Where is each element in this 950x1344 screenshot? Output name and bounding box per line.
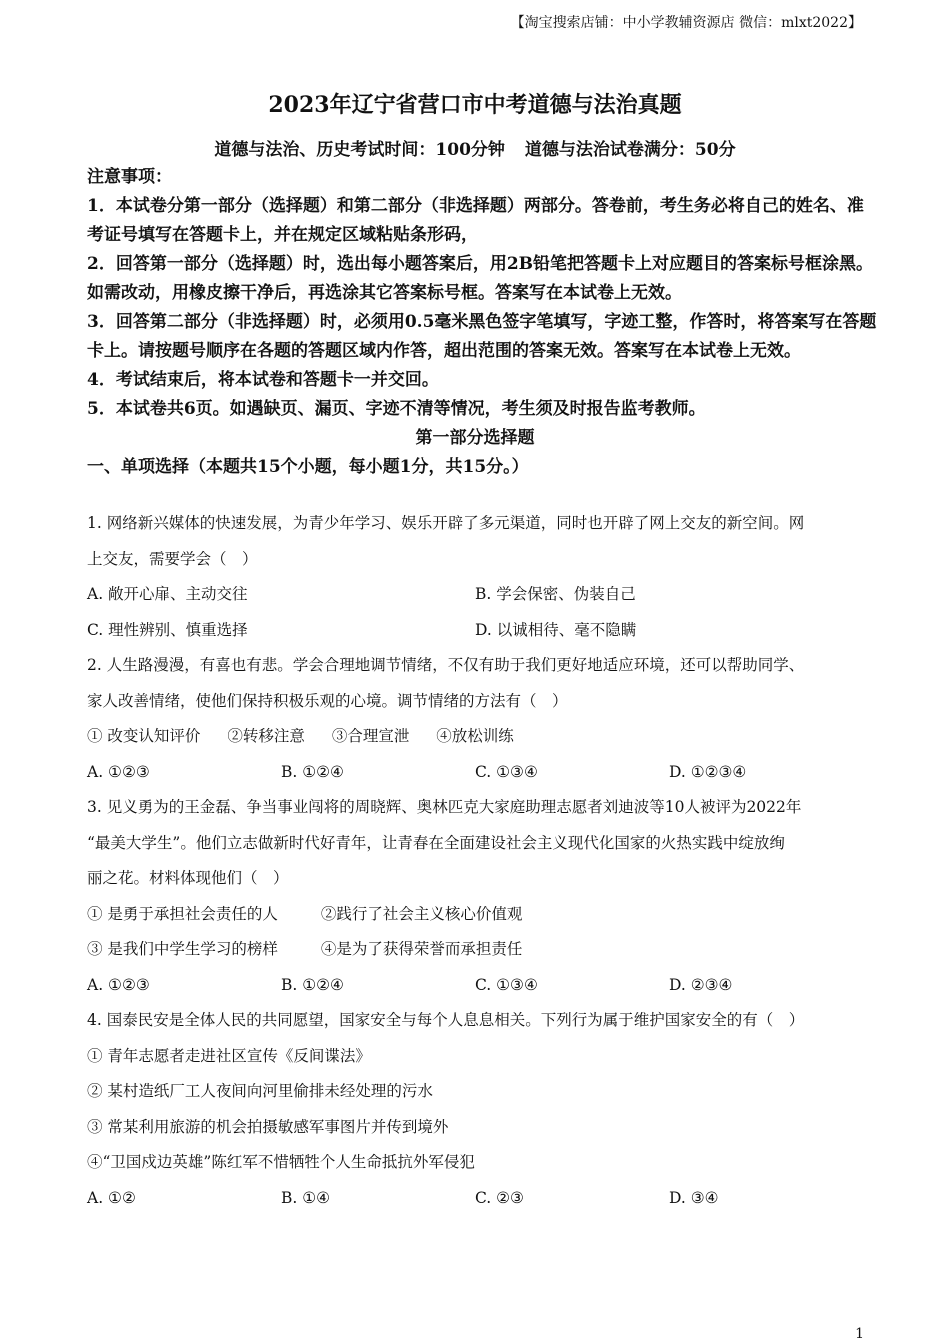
part-title: 第一部分选择题 bbox=[415, 428, 535, 448]
q4-option-a: A. ①② bbox=[87, 1188, 136, 1207]
q1-options-row bbox=[87, 615, 877, 651]
exam-info bbox=[0, 135, 950, 160]
page-title: 2023年辽宁省营口市中考道德与法治真题 bbox=[268, 92, 682, 118]
q3-item: ②践行了社会主义核心价值观 bbox=[320, 904, 523, 923]
q3-options-row bbox=[87, 970, 877, 1006]
q1-options-row bbox=[87, 579, 877, 615]
note-item: 3．回答第二部分（非选择题）时，必须用0.5毫米黑色签字笔填写，字迹工整，作答时，将答案写在答题卡上。请按题号顺序在各题的答题区域内作答，超出范围的答案无效。答案写在本试卷上无效。 bbox=[87, 312, 877, 361]
q4-option-c: C. ②③ bbox=[475, 1188, 524, 1207]
q3-option-a: A. ①②③ bbox=[87, 975, 150, 994]
exam-score: 道德与法治试卷满分：50分 bbox=[524, 140, 736, 160]
q3-item: ④是为了获得荣誉而承担责任 bbox=[320, 940, 523, 958]
q3-option-d: D. ②③④ bbox=[669, 975, 733, 994]
q4-stem: 4. 国泰民安是全体人民的共同愿望，国家安全与每个人息息相关。下列行为属于维护国家安全的有（ ） bbox=[87, 1011, 805, 1029]
q3-items-row bbox=[87, 899, 877, 935]
q2-option-c: C. ①③④ bbox=[475, 762, 538, 781]
q1-option-b: B. 学会保密、伪装自己 bbox=[475, 585, 636, 603]
notes-section bbox=[87, 163, 877, 482]
q3-item: ③ 是我们中学生学习的榜样 bbox=[87, 940, 278, 958]
q2-option-a: A. ①②③ bbox=[87, 762, 150, 781]
q4-option-d: D. ③④ bbox=[669, 1188, 719, 1207]
q4-item: ① 青年志愿者走进社区宣传《反间谍法》 bbox=[87, 1046, 371, 1065]
q1-stem-line: 上交友，需要学会（ ） bbox=[87, 549, 258, 568]
q4-option-b: B. ①④ bbox=[281, 1188, 331, 1207]
q2-option-b: B. ①②④ bbox=[281, 762, 344, 781]
q2-options-row bbox=[87, 757, 877, 793]
q3-items-row bbox=[87, 934, 877, 970]
page-number: 1 bbox=[855, 1326, 864, 1342]
q2-item: ③合理宣泄 bbox=[331, 727, 410, 745]
q4-item: ④“卫国戍边英雄”陈红军不惜牺牲个人生命抵抗外军侵犯 bbox=[87, 1153, 475, 1171]
q2-items bbox=[87, 721, 877, 757]
q1-option-d: D. 以诚相待、毫不隐瞒 bbox=[475, 620, 637, 639]
q1-option-c: C. 理性辨别、慎重选择 bbox=[87, 620, 248, 639]
q4-item: ② 某村造纸厂工人夜间向河里偷排未经处理的污水 bbox=[87, 1082, 433, 1100]
q3-stem-line: 丽之花。材料体现他们（ ） bbox=[87, 869, 289, 887]
questions bbox=[87, 508, 877, 1218]
q2-option-d: D. ①②③④ bbox=[669, 762, 747, 781]
note-item: 2．回答第一部分（选择题）时，选出每小题答案后，用2B铅笔把答题卡上对应题目的答案标号框涂黑。如需改动，用橡皮擦干净后，再选涂其它答案标号框。答案写在本试卷上无效。 bbox=[87, 254, 874, 303]
exam-time: 道德与法治、历史考试时间：100分钟 bbox=[214, 140, 505, 160]
q2-item: ②转移注意 bbox=[227, 727, 305, 745]
header-note: 【淘宝搜索店铺：中小学教辅资源店 微信：mlxt2022】 bbox=[510, 15, 862, 31]
q1-stem-line: 1. 网络新兴媒体的快速发展，为青少年学习、娱乐开辟了多元渠道，同时也开辟了网上交友的新空间。网 bbox=[87, 514, 805, 532]
q2-item: ④放松训练 bbox=[436, 727, 514, 745]
q2-stem-line: 家人改善情绪，使他们保持积极乐观的心境。调节情绪的方法有（ ） bbox=[87, 691, 568, 710]
q4-item: ③ 常某利用旅游的机会拍摄敏感军事图片并传到境外 bbox=[87, 1117, 449, 1136]
section-title: 一、单项选择（本题共15个小题，每小题1分，共15分。） bbox=[87, 457, 529, 477]
q1-option-a: A. 敞开心扉、主动交往 bbox=[87, 585, 248, 603]
q2-item: ① 改变认知评价 bbox=[87, 727, 201, 745]
note-item: 1．本试卷分第一部分（选择题）和第二部分（非选择题）两部分。答卷前，考生务必将自己的姓名、准考证号填写在答题卡上，并在规定区域粘贴条形码， bbox=[87, 196, 864, 245]
q3-option-b: B. ①②④ bbox=[281, 975, 344, 994]
note-item: 5．本试卷共6页。如遇缺页、漏页、字迹不清等情况，考生须及时报告监考教师。 bbox=[87, 399, 706, 419]
note-item: 4．考试结束后，将本试卷和答题卡一并交回。 bbox=[87, 370, 439, 390]
q4-options-row bbox=[87, 1183, 877, 1219]
notes-heading: 注意事项： bbox=[87, 167, 172, 187]
q3-option-c: C. ①③④ bbox=[475, 975, 538, 994]
q3-stem-line: “最美大学生”。他们立志做新时代好青年，让青春在全面建设社会主义现代化国家的火热实践中绽放绚 bbox=[87, 833, 785, 852]
q3-item: ① 是勇于承担社会责任的人 bbox=[87, 904, 278, 923]
q3-stem-line: 3. 见义勇为的王金磊、争当事业闯将的周晓辉、奥林匹克大家庭助理志愿者刘迪波等10人被评为2022年 bbox=[87, 798, 802, 816]
q2-stem-line: 2. 人生路漫漫，有喜也有悲。学会合理地调节情绪，不仅有助于我们更好地适应环境，还可以帮助同学、 bbox=[87, 656, 805, 674]
